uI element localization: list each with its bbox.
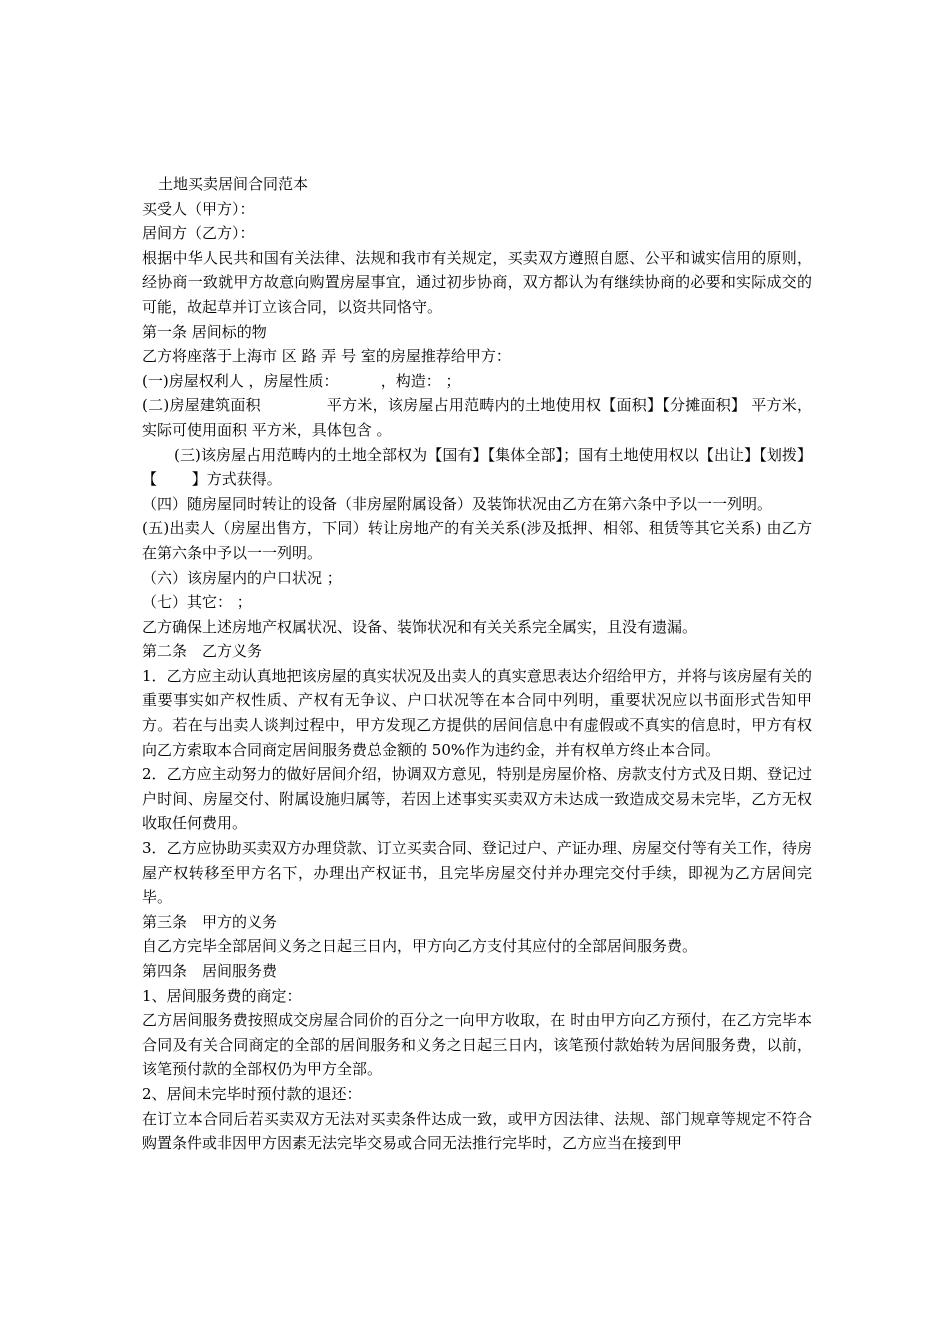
article-4-sub-1-heading: 1、居间服务费的商定： bbox=[142, 986, 302, 1005]
article-4-sub-2-body: 在订立本合同后若买卖双方无法对买卖条件达成一致，或甲方因法律、法规、部门规章等规定不符合购置条件或非因甲方因素无法完毕交易或合同无法推行完毕时，乙方应当在接到甲 bbox=[142, 1109, 812, 1153]
article-2-clause-3: 3．乙方应协助买卖双方办理贷款、订立买卖合同、登记过户、产证办理、房屋交付等有关工作，待房屋产权转移至甲方名下，办理出产权证书，且完毕房屋交付并办理完交付手续，即视为乙方居间完毕。 bbox=[142, 839, 812, 907]
document-title: 土地买卖居间合同范本 bbox=[158, 175, 309, 193]
article-2-clause-2: 2．乙方应主动努力的做好居间介绍，协调双方意见，特别是房屋价格、房款支付方式及日期、登记过户时间、房屋交付、附属设施归属等，若因上述事实买卖双方未达成一致造成交易未完毕，乙方无权收取任何费用。 bbox=[142, 765, 812, 833]
contract-document bbox=[142, 172, 812, 1156]
article-1-intro: 乙方将座落于上海市 区 路 弄 号 室的房屋推荐给甲方： bbox=[142, 347, 511, 366]
article-4-sub-1-body: 乙方居间服务费按照成交房屋合同价的百分之一向甲方收取，在 时由甲方向乙方预付，在乙方完毕本合同及有关合同商定的全部的居间服务和义务之日起三日内，该笔预付款始转为居间服务费，以前，该笔预付款的全部权仍为甲方全部。 bbox=[142, 1011, 812, 1079]
article-1-item-2: (二)房屋建筑面积 平方米，该房屋占用范畴内的土地使用权【面积】【分摊面积】 平方米，实际可使用面积 平方米，具体包含 。 bbox=[142, 396, 812, 439]
article-4-heading: 第四条 居间服务费 bbox=[142, 962, 278, 980]
article-2-heading: 第二条 乙方义务 bbox=[142, 642, 263, 661]
article-3-heading: 第三条 甲方的义务 bbox=[142, 912, 278, 931]
party-a-line: 买受人（甲方）： bbox=[142, 199, 255, 218]
article-1-item-7: （七）其它： ； bbox=[142, 593, 252, 612]
article-4-sub-2-heading: 2、居间未完毕时预付款的退还： bbox=[142, 1084, 362, 1103]
party-b-line: 居间方（乙方）： bbox=[142, 224, 255, 243]
article-1-heading: 第一条 居间标的物 bbox=[142, 322, 267, 341]
article-1-item-3: (三)该房屋占用范畴内的土地全部权为【国有】【集体全部】；国有土地使用权以【出让】【划拨】【 】方式获得。 bbox=[142, 445, 812, 489]
article-1-item-1: (一)房屋权利人 ，房屋性质： ，构造： ； bbox=[142, 371, 461, 390]
article-1-item-5: (五)出卖人（房屋出售方，下同）转让房地产的有关关系(涉及抵押、相邻、租赁等其它关系) 由乙方在第六条中予以一一列明。 bbox=[142, 519, 812, 562]
article-1-item-6: （六）该房屋内的户口状况 ； bbox=[142, 568, 342, 587]
article-3-body: 自乙方完毕全部居间义务之日起三日内，甲方向乙方支付其应付的全部居间服务费。 bbox=[142, 937, 698, 956]
article-1-item-4: （四）随房屋同时转让的设备（非房屋附属设备）及装饰状况由乙方在第六条中予以一一列明。 bbox=[142, 494, 773, 513]
article-2-clause-1: 1．乙方应主动认真地把该房屋的真实状况及出卖人的真实意思表达介绍给甲方，并将与该房屋有关的重要事实如产权性质、产权有无争议、户口状况等在本合同中列明，重要状况应以书面形式告知甲方。若在与出卖人谈判过程中，甲方发现乙方提供的居间信息中有虚假或不真实的信息时，甲方有权向乙方索取本合同商定居间服务费总金额的 50%作为违约金，并有权单方终止本合同。 bbox=[142, 666, 812, 759]
preamble-paragraph: 根据中华人民共和国有关法律、法规和我市有关规定，买卖双方遵照自愿、公平和诚实信用的原则，经协商一致就甲方故意向购置房屋事宜，通过初步协商，双方都认为有继续协商的必要和实际成交的可能，故起草并订立该合同，以资共同恪守。 bbox=[142, 248, 812, 316]
article-1-guarantee: 乙方确保上述房地产权属状况、设备、装饰状况和有关关系完全属实，且没有遗漏。 bbox=[142, 617, 698, 636]
